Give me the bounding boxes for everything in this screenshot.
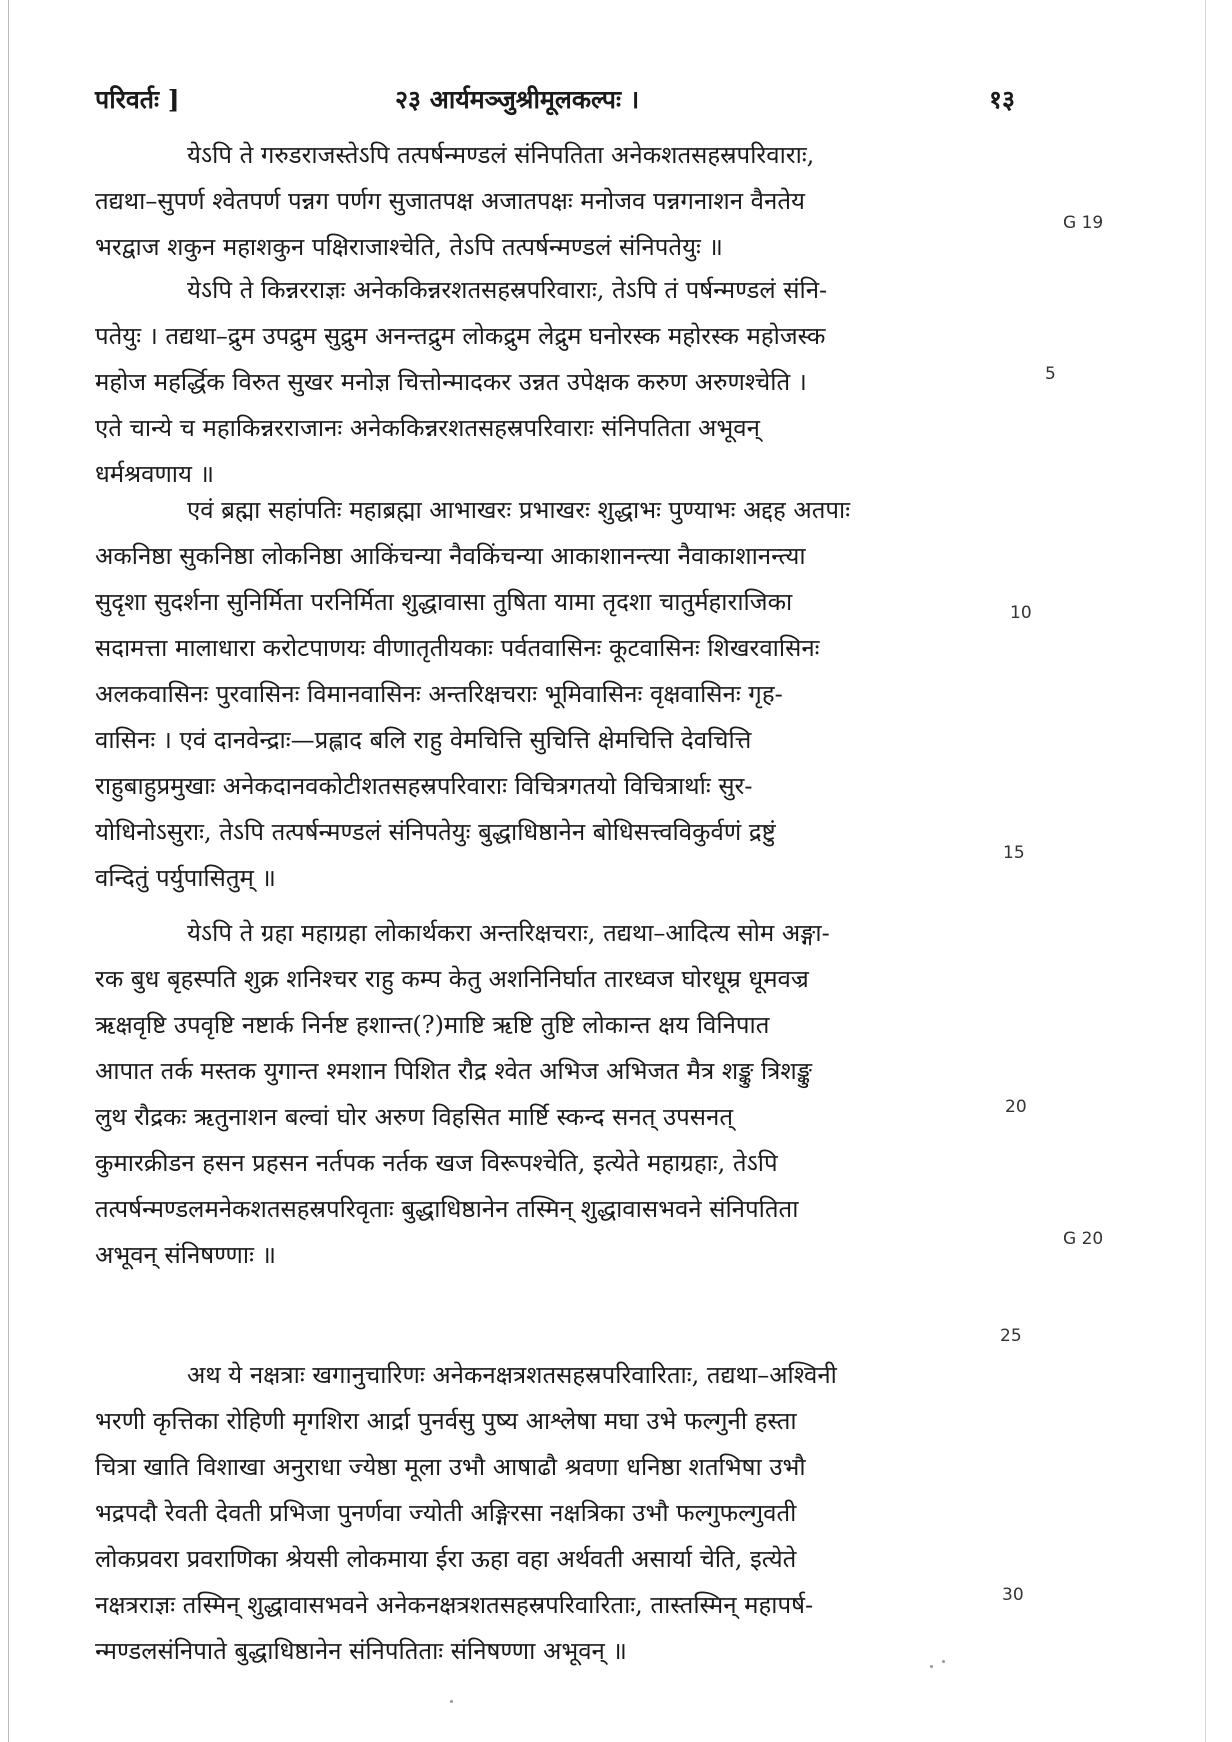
text-line: लुथ रौद्रकः ऋतुनाशन बल्वां घोर अरुण विहसित मार्ष्टि स्कन्द सनत् उपसनत्	[95, 1103, 734, 1131]
text-line: ऋक्षवृष्टि उपवृष्टि नष्टार्क निर्नष्ट हशान्त(?)माष्टि ऋष्टि तुष्टि लोकान्त क्षय विनिपात	[95, 1011, 770, 1039]
text-line: कुमारक्रीडन हसन प्रहसन नर्तपक नर्तक खज विरूपश्चेति, इत्येते महाग्रहाः, तेऽपि	[95, 1149, 778, 1177]
text-line: वन्दितुं पर्युपासितुम् ॥	[95, 864, 276, 892]
margin-reference: G 19	[1063, 213, 1104, 233]
text-line: भरणी कृत्तिका रोहिणी मृगशिरा आर्द्रा पुनर्वसु पुष्य आश्लेषा मघा उभे फल्गुनी हस्ता	[95, 1407, 797, 1435]
text-line: एते चान्ये च महाकिन्नरराजानः अनेककिन्नरशतसहस्रपरिवाराः संनिपतिता अभूवन्	[95, 414, 760, 442]
text-line: भरद्वाज शकुन महाशकुन पक्षिराजाश्चेति, तेऽपि तत्पर्षन्मण्डलं संनिपतेयुः ॥	[95, 233, 723, 261]
text-line: योधिनोऽसुराः, तेऽपि तत्पर्षन्मण्डलं संनिपतेयुः बुद्धाधिष्ठानेन बोधिसत्त्वविकुर्वणं द्रष्टुं	[95, 818, 776, 846]
text-line: एवं ब्रह्मा सहांपतिः महाब्रह्मा आभाखरः प्रभाखरः शुद्धाभः पुण्याभः अद्दह अतपाः	[187, 496, 851, 524]
scan-speck	[942, 1660, 945, 1663]
line-number: 25	[1000, 1326, 1022, 1346]
text-line: न्मण्डलसंनिपाते बुद्धाधिष्ठानेन संनिपतिताः संनिषण्णा अभूवन् ॥	[95, 1637, 627, 1665]
header-section: परिवर्तः ]	[95, 85, 180, 114]
line-number: 30	[1002, 1585, 1024, 1605]
text-line: अथ ये नक्षत्राः खगानुचारिणः अनेकनक्षत्रशतसहस्रपरिवारिताः, तद्यथा–अश्विनी	[187, 1361, 837, 1389]
text-line: रक बुध बृहस्पति शुक्र शनिश्चर राहु कम्प केतु अशनिनिर्घात तारध्वज घोरधूम्र धूमवज्र	[95, 965, 809, 993]
line-number: 20	[1005, 1097, 1027, 1117]
page-number: १३	[988, 85, 1015, 114]
text-line: लोकप्रवरा प्रवराणिका श्रेयसी लोकमाया ईरा ऊहा वहा अर्थवती असार्या चेति, इत्येते	[95, 1545, 797, 1573]
text-line: नक्षत्रराज्ञः तस्मिन् शुद्धावासभवने अनेकनक्षत्रशतसहस्रपरिवारिताः, तास्तस्मिन् महापर्ष-	[95, 1591, 814, 1619]
text-line: धर्मश्रवणाय ॥	[95, 460, 214, 488]
running-header	[95, 82, 1035, 122]
text-line: येऽपि ते गरुडराजस्तेऽपि तत्पर्षन्मण्डलं संनिपतिता अनेकशतसहस्रपरिवाराः,	[187, 141, 815, 169]
scan-speck	[930, 1665, 933, 1668]
line-number: 10	[1010, 603, 1032, 623]
text-line: अभूवन् संनिषण्णाः ॥	[95, 1241, 276, 1269]
text-line: वासिनः । एवं दानवेन्द्राः—प्रह्लाद बलि राहु वेमचित्ति सुचित्ति क्षेमचित्ति देवचित्ति	[95, 726, 752, 754]
margin-reference: G 20	[1063, 1229, 1104, 1249]
text-line: सुदृशा सुदर्शना सुनिर्मिता परनिर्मिता शुद्धावासा तुषिता यामा तृदशा चातुर्महाराजिका	[95, 588, 793, 616]
text-line: अलकवासिनः पुरवासिनः विमानवासिनः अन्तरिक्षचराः भूमिवासिनः वृक्षवासिनः गृह-	[95, 680, 783, 708]
scan-speck	[450, 1700, 453, 1703]
text-line: तत्पर्षन्मण्डलमनेकशतसहस्रपरिवृताः बुद्धाधिष्ठानेन तस्मिन् शुद्धावासभवने संनिपतिता	[95, 1195, 799, 1223]
text-line: येऽपि ते किन्नरराज्ञः अनेककिन्नरशतसहस्रपरिवाराः, तेऽपि तं पर्षन्मण्डलं संनि-	[187, 276, 828, 304]
page-edge-left	[8, 0, 9, 1742]
text-line: भद्रपदौ रेवती देवती प्रभिजा पुनर्णवा ज्योती अङ्गिरसा नक्षत्रिका उभौ फल्गुफल्गुवती	[95, 1499, 797, 1527]
text-line: पतेयुः । तद्यथा–द्रुम उपद्रुम सुद्रुम अनन्तद्रुम लोकद्रुम लेद्रुम घनोरस्क महोरस्क महोजस्क	[95, 322, 826, 350]
line-number: 5	[1045, 364, 1056, 384]
text-line: येऽपि ते ग्रहा महाग्रहा लोकार्थकरा अन्तरिक्षचराः, तद्यथा–आदित्य सोम अङ्गा-	[187, 919, 830, 947]
header-title: २३ आर्यमञ्जुश्रीमूलकल्पः ।	[395, 85, 640, 114]
text-line: अकनिष्ठा सुकनिष्ठा लोकनिष्ठा आकिंचन्या नैवकिंचन्या आकाशानन्त्या नैवाकाशानन्त्या	[95, 542, 806, 570]
text-line: तद्यथा–सुपर्ण श्वेतपर्ण पन्नग पर्णग सुजातपक्ष अजातपक्षः मनोजव पन्नगनाशन वैनतेय	[95, 187, 805, 215]
text-line: सदामत्ता मालाधारा करोटपाणयः वीणातृतीयकाः पर्वतवासिनः कूटवासिनः शिखरवासिनः	[95, 634, 820, 662]
text-line: चित्रा खाति विशाखा अनुराधा ज्येष्ठा मूला उभौ आषाढौ श्रवणा धनिष्ठा शतभिषा उभौ	[95, 1453, 806, 1481]
text-line: आपात तर्क मस्तक युगान्त श्मशान पिशित रौद्र श्वेत अभिज अभिजत मैत्र शङ्कु त्रिशङ्कु	[95, 1057, 812, 1085]
page-edge-right	[1205, 0, 1206, 1742]
text-line: महोज महर्द्धिक विरुत सुखर मनोज्ञ चित्तोन्मादकर उन्नत उपेक्षक करुण अरुणश्चेति ।	[95, 368, 807, 396]
text-line: राहुबाहुप्रमुखाः अनेकदानवकोटीशतसहस्रपरिवाराः विचित्रगतयो विचित्रार्थाः सुर-	[95, 772, 753, 800]
line-number: 15	[1003, 843, 1025, 863]
